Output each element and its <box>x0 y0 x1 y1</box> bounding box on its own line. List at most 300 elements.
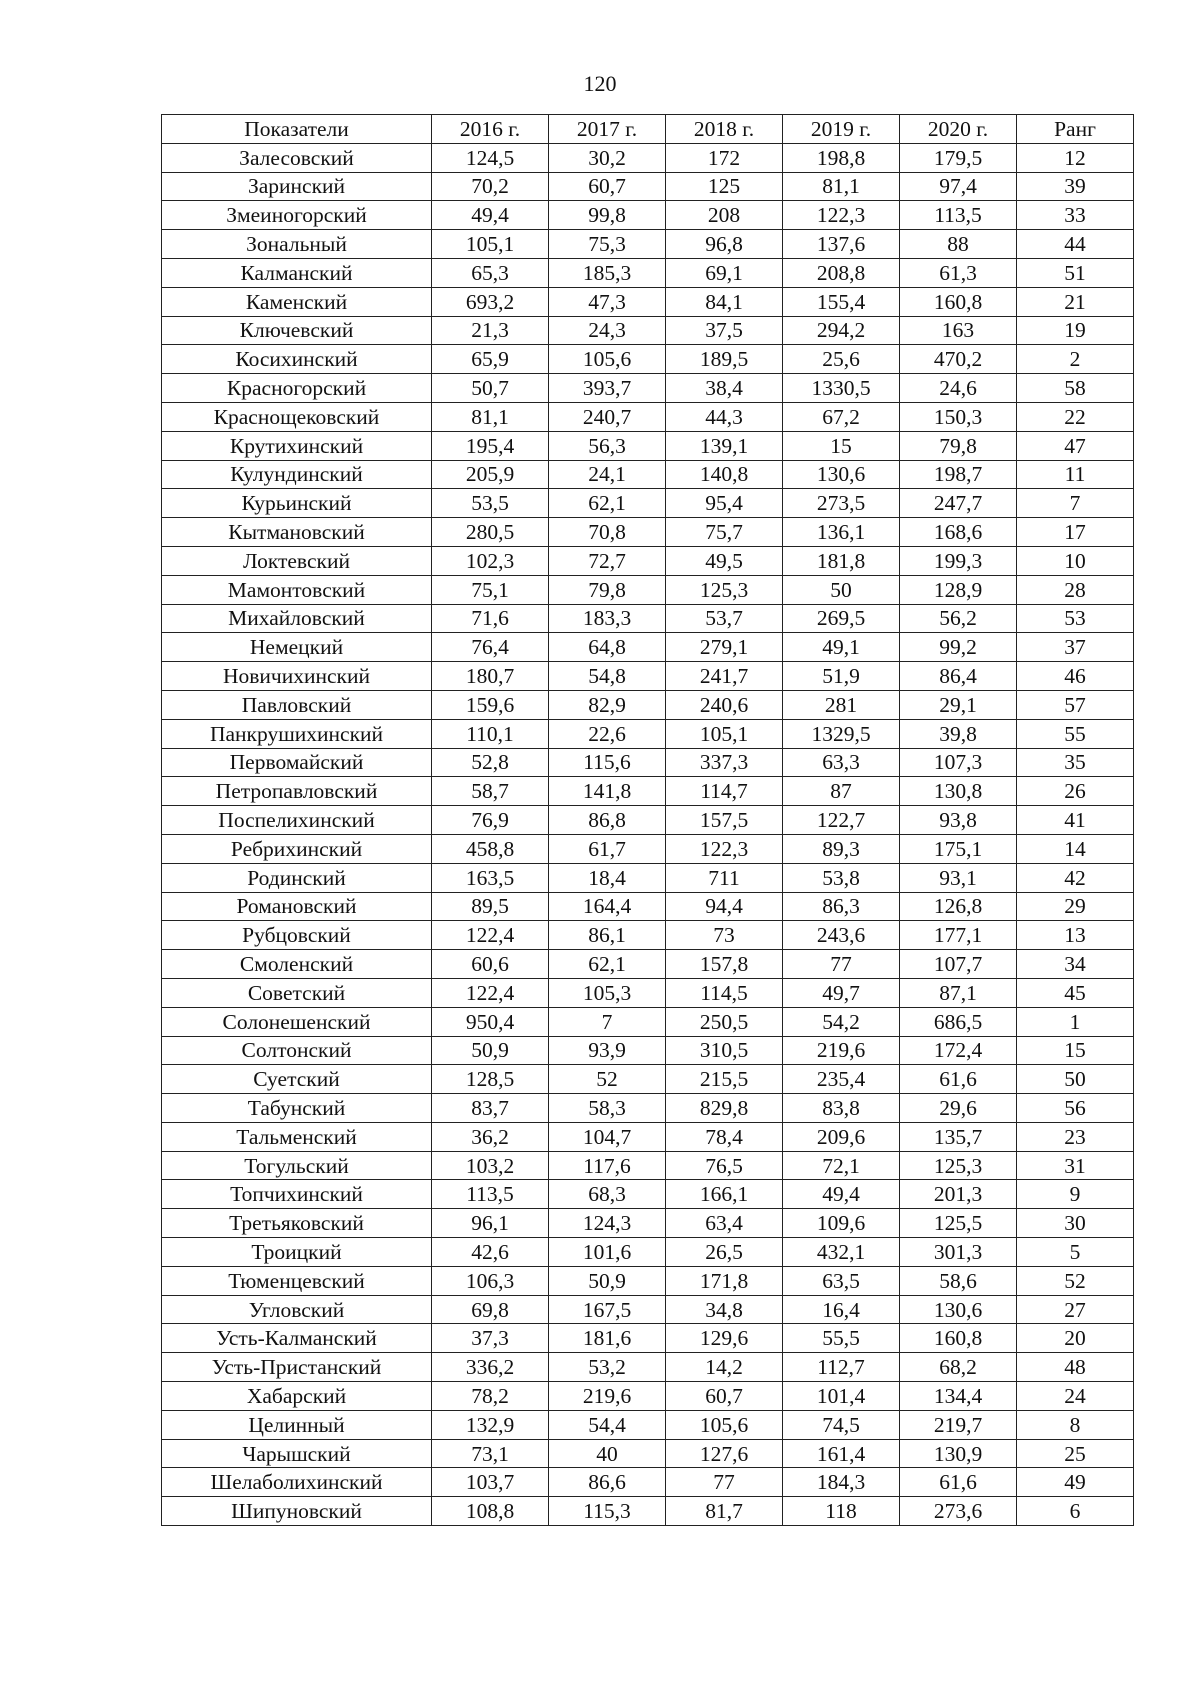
value-2020-cell: 160,8 <box>900 1324 1017 1353</box>
value-2016-cell: 50,9 <box>432 1036 549 1065</box>
table-row <box>162 143 1134 172</box>
value-2017-cell: 72,7 <box>549 546 666 575</box>
rank-cell: 14 <box>1017 834 1134 863</box>
value-2016-cell: 37,3 <box>432 1324 549 1353</box>
value-2017-cell: 101,6 <box>549 1238 666 1267</box>
header-2019: 2019 г. <box>783 115 900 144</box>
rank-cell: 28 <box>1017 575 1134 604</box>
table-row <box>162 748 1134 777</box>
table-row <box>162 1180 1134 1209</box>
value-2016-cell: 128,5 <box>432 1065 549 1094</box>
table-header <box>162 115 1134 144</box>
table-row <box>162 892 1134 921</box>
value-2020-cell: 150,3 <box>900 402 1017 431</box>
value-2017-cell: 86,1 <box>549 921 666 950</box>
rank-cell: 33 <box>1017 201 1134 230</box>
value-2017-cell: 22,6 <box>549 719 666 748</box>
rank-cell: 50 <box>1017 1065 1134 1094</box>
value-2017-cell: 181,6 <box>549 1324 666 1353</box>
value-2018-cell: 69,1 <box>666 258 783 287</box>
district-name-cell: Шелаболихинский <box>162 1468 432 1497</box>
rank-cell: 52 <box>1017 1266 1134 1295</box>
value-2017-cell: 185,3 <box>549 258 666 287</box>
district-name-cell: Кулундинский <box>162 460 432 489</box>
district-name-cell: Ребрихинский <box>162 834 432 863</box>
value-2016-cell: 159,6 <box>432 690 549 719</box>
value-2017-cell: 40 <box>549 1439 666 1468</box>
value-2020-cell: 86,4 <box>900 662 1017 691</box>
value-2017-cell: 47,3 <box>549 287 666 316</box>
district-name-cell: Советский <box>162 978 432 1007</box>
district-name-cell: Угловский <box>162 1295 432 1324</box>
value-2018-cell: 127,6 <box>666 1439 783 1468</box>
table-row <box>162 1266 1134 1295</box>
value-2017-cell: 115,6 <box>549 748 666 777</box>
rank-cell: 5 <box>1017 1238 1134 1267</box>
rank-cell: 42 <box>1017 863 1134 892</box>
rank-cell: 37 <box>1017 633 1134 662</box>
value-2019-cell: 269,5 <box>783 604 900 633</box>
value-2016-cell: 53,5 <box>432 489 549 518</box>
value-2017-cell: 56,3 <box>549 431 666 460</box>
value-2020-cell: 125,5 <box>900 1209 1017 1238</box>
value-2016-cell: 336,2 <box>432 1353 549 1382</box>
district-name-cell: Тюменцевский <box>162 1266 432 1295</box>
value-2016-cell: 65,3 <box>432 258 549 287</box>
district-name-cell: Третьяковский <box>162 1209 432 1238</box>
value-2020-cell: 219,7 <box>900 1410 1017 1439</box>
value-2017-cell: 86,8 <box>549 806 666 835</box>
district-name-cell: Суетский <box>162 1065 432 1094</box>
value-2017-cell: 99,8 <box>549 201 666 230</box>
district-name-cell: Солонешенский <box>162 1007 432 1036</box>
value-2019-cell: 67,2 <box>783 402 900 431</box>
rank-cell: 8 <box>1017 1410 1134 1439</box>
value-2018-cell: 279,1 <box>666 633 783 662</box>
rank-cell: 23 <box>1017 1122 1134 1151</box>
value-2019-cell: 281 <box>783 690 900 719</box>
rank-cell: 10 <box>1017 546 1134 575</box>
value-2019-cell: 74,5 <box>783 1410 900 1439</box>
value-2019-cell: 209,6 <box>783 1122 900 1151</box>
rank-cell: 55 <box>1017 719 1134 748</box>
value-2016-cell: 76,4 <box>432 633 549 662</box>
value-2019-cell: 16,4 <box>783 1295 900 1324</box>
value-2020-cell: 29,6 <box>900 1094 1017 1123</box>
district-name-cell: Хабарский <box>162 1382 432 1411</box>
value-2016-cell: 280,5 <box>432 518 549 547</box>
value-2019-cell: 49,7 <box>783 978 900 1007</box>
district-name-cell: Заринский <box>162 172 432 201</box>
district-name-cell: Ключевский <box>162 316 432 345</box>
value-2020-cell: 29,1 <box>900 690 1017 719</box>
value-2017-cell: 68,3 <box>549 1180 666 1209</box>
value-2016-cell: 75,1 <box>432 575 549 604</box>
value-2019-cell: 432,1 <box>783 1238 900 1267</box>
rank-cell: 35 <box>1017 748 1134 777</box>
value-2018-cell: 37,5 <box>666 316 783 345</box>
value-2018-cell: 140,8 <box>666 460 783 489</box>
value-2017-cell: 117,6 <box>549 1151 666 1180</box>
table-row <box>162 1382 1134 1411</box>
value-2018-cell: 125,3 <box>666 575 783 604</box>
value-2020-cell: 93,8 <box>900 806 1017 835</box>
table-row <box>162 575 1134 604</box>
value-2016-cell: 71,6 <box>432 604 549 633</box>
district-name-cell: Калманский <box>162 258 432 287</box>
table-row <box>162 172 1134 201</box>
value-2017-cell: 24,1 <box>549 460 666 489</box>
value-2019-cell: 15 <box>783 431 900 460</box>
rank-cell: 19 <box>1017 316 1134 345</box>
value-2016-cell: 52,8 <box>432 748 549 777</box>
header-row <box>162 115 1134 144</box>
district-name-cell: Косихинский <box>162 345 432 374</box>
value-2020-cell: 130,8 <box>900 777 1017 806</box>
value-2016-cell: 132,9 <box>432 1410 549 1439</box>
value-2020-cell: 175,1 <box>900 834 1017 863</box>
rank-cell: 22 <box>1017 402 1134 431</box>
district-name-cell: Рубцовский <box>162 921 432 950</box>
district-name-cell: Первомайский <box>162 748 432 777</box>
table-row <box>162 719 1134 748</box>
value-2019-cell: 208,8 <box>783 258 900 287</box>
table-row <box>162 806 1134 835</box>
value-2016-cell: 102,3 <box>432 546 549 575</box>
district-name-cell: Новичихинский <box>162 662 432 691</box>
value-2016-cell: 195,4 <box>432 431 549 460</box>
table-row <box>162 1497 1134 1526</box>
value-2017-cell: 18,4 <box>549 863 666 892</box>
value-2018-cell: 105,6 <box>666 1410 783 1439</box>
district-name-cell: Поспелихинский <box>162 806 432 835</box>
table-row <box>162 1122 1134 1151</box>
value-2018-cell: 94,4 <box>666 892 783 921</box>
table-row <box>162 402 1134 431</box>
value-2018-cell: 114,5 <box>666 978 783 1007</box>
value-2018-cell: 81,7 <box>666 1497 783 1526</box>
value-2018-cell: 171,8 <box>666 1266 783 1295</box>
value-2016-cell: 50,7 <box>432 374 549 403</box>
value-2016-cell: 49,4 <box>432 201 549 230</box>
value-2018-cell: 337,3 <box>666 748 783 777</box>
value-2017-cell: 60,7 <box>549 172 666 201</box>
value-2016-cell: 21,3 <box>432 316 549 345</box>
table-row <box>162 374 1134 403</box>
table-row <box>162 316 1134 345</box>
district-name-cell: Павловский <box>162 690 432 719</box>
value-2020-cell: 56,2 <box>900 604 1017 633</box>
value-2019-cell: 136,1 <box>783 518 900 547</box>
value-2020-cell: 61,6 <box>900 1468 1017 1497</box>
district-name-cell: Топчихинский <box>162 1180 432 1209</box>
value-2020-cell: 247,7 <box>900 489 1017 518</box>
table-row <box>162 978 1134 1007</box>
district-name-cell: Каменский <box>162 287 432 316</box>
value-2020-cell: 177,1 <box>900 921 1017 950</box>
value-2016-cell: 96,1 <box>432 1209 549 1238</box>
value-2019-cell: 130,6 <box>783 460 900 489</box>
value-2017-cell: 52 <box>549 1065 666 1094</box>
value-2017-cell: 75,3 <box>549 230 666 259</box>
value-2016-cell: 60,6 <box>432 950 549 979</box>
district-name-cell: Тальменский <box>162 1122 432 1151</box>
value-2017-cell: 105,3 <box>549 978 666 1007</box>
table-row <box>162 1065 1134 1094</box>
header-2018: 2018 г. <box>666 115 783 144</box>
rank-cell: 29 <box>1017 892 1134 921</box>
value-2019-cell: 86,3 <box>783 892 900 921</box>
value-2020-cell: 99,2 <box>900 633 1017 662</box>
table-row <box>162 230 1134 259</box>
value-2019-cell: 55,5 <box>783 1324 900 1353</box>
value-2016-cell: 103,2 <box>432 1151 549 1180</box>
header-2020: 2020 г. <box>900 115 1017 144</box>
value-2018-cell: 208 <box>666 201 783 230</box>
rank-cell: 49 <box>1017 1468 1134 1497</box>
value-2020-cell: 68,2 <box>900 1353 1017 1382</box>
rank-cell: 30 <box>1017 1209 1134 1238</box>
table-row <box>162 863 1134 892</box>
value-2018-cell: 139,1 <box>666 431 783 460</box>
district-name-cell: Табунский <box>162 1094 432 1123</box>
value-2020-cell: 128,9 <box>900 575 1017 604</box>
value-2018-cell: 96,8 <box>666 230 783 259</box>
value-2018-cell: 157,8 <box>666 950 783 979</box>
value-2020-cell: 107,7 <box>900 950 1017 979</box>
rank-cell: 48 <box>1017 1353 1134 1382</box>
value-2020-cell: 199,3 <box>900 546 1017 575</box>
table-row <box>162 1007 1134 1036</box>
value-2020-cell: 113,5 <box>900 201 1017 230</box>
value-2017-cell: 164,4 <box>549 892 666 921</box>
table-row <box>162 546 1134 575</box>
value-2016-cell: 122,4 <box>432 921 549 950</box>
district-name-cell: Красногорский <box>162 374 432 403</box>
rank-cell: 45 <box>1017 978 1134 1007</box>
value-2019-cell: 122,7 <box>783 806 900 835</box>
value-2019-cell: 294,2 <box>783 316 900 345</box>
value-2020-cell: 39,8 <box>900 719 1017 748</box>
value-2017-cell: 54,8 <box>549 662 666 691</box>
rank-cell: 7 <box>1017 489 1134 518</box>
data-table <box>161 114 1134 1526</box>
value-2020-cell: 130,6 <box>900 1295 1017 1324</box>
value-2017-cell: 124,3 <box>549 1209 666 1238</box>
value-2020-cell: 470,2 <box>900 345 1017 374</box>
rank-cell: 57 <box>1017 690 1134 719</box>
value-2019-cell: 137,6 <box>783 230 900 259</box>
value-2018-cell: 44,3 <box>666 402 783 431</box>
value-2016-cell: 122,4 <box>432 978 549 1007</box>
rank-cell: 9 <box>1017 1180 1134 1209</box>
value-2019-cell: 89,3 <box>783 834 900 863</box>
value-2018-cell: 240,6 <box>666 690 783 719</box>
table-row <box>162 777 1134 806</box>
district-name-cell: Михайловский <box>162 604 432 633</box>
value-2018-cell: 38,4 <box>666 374 783 403</box>
table-row <box>162 604 1134 633</box>
value-2020-cell: 24,6 <box>900 374 1017 403</box>
table-row <box>162 662 1134 691</box>
value-2019-cell: 181,8 <box>783 546 900 575</box>
value-2016-cell: 58,7 <box>432 777 549 806</box>
value-2017-cell: 86,6 <box>549 1468 666 1497</box>
value-2020-cell: 126,8 <box>900 892 1017 921</box>
table-row <box>162 1238 1134 1267</box>
value-2018-cell: 53,7 <box>666 604 783 633</box>
value-2017-cell: 61,7 <box>549 834 666 863</box>
rank-cell: 56 <box>1017 1094 1134 1123</box>
value-2018-cell: 114,7 <box>666 777 783 806</box>
header-2016: 2016 г. <box>432 115 549 144</box>
value-2016-cell: 205,9 <box>432 460 549 489</box>
value-2016-cell: 110,1 <box>432 719 549 748</box>
value-2018-cell: 95,4 <box>666 489 783 518</box>
district-name-cell: Змеиногорский <box>162 201 432 230</box>
value-2017-cell: 79,8 <box>549 575 666 604</box>
value-2018-cell: 241,7 <box>666 662 783 691</box>
value-2018-cell: 172 <box>666 143 783 172</box>
value-2018-cell: 166,1 <box>666 1180 783 1209</box>
rank-cell: 39 <box>1017 172 1134 201</box>
value-2020-cell: 97,4 <box>900 172 1017 201</box>
value-2018-cell: 63,4 <box>666 1209 783 1238</box>
value-2019-cell: 83,8 <box>783 1094 900 1123</box>
value-2019-cell: 112,7 <box>783 1353 900 1382</box>
value-2017-cell: 62,1 <box>549 950 666 979</box>
value-2020-cell: 61,3 <box>900 258 1017 287</box>
value-2017-cell: 105,6 <box>549 345 666 374</box>
table-body <box>162 143 1134 1525</box>
value-2019-cell: 49,1 <box>783 633 900 662</box>
rank-cell: 21 <box>1017 287 1134 316</box>
value-2018-cell: 84,1 <box>666 287 783 316</box>
district-name-cell: Усть-Калманский <box>162 1324 432 1353</box>
rank-cell: 20 <box>1017 1324 1134 1353</box>
value-2017-cell: 30,2 <box>549 143 666 172</box>
table-row <box>162 1439 1134 1468</box>
value-2018-cell: 122,3 <box>666 834 783 863</box>
value-2019-cell: 63,3 <box>783 748 900 777</box>
value-2020-cell: 107,3 <box>900 748 1017 777</box>
value-2017-cell: 141,8 <box>549 777 666 806</box>
value-2016-cell: 113,5 <box>432 1180 549 1209</box>
value-2016-cell: 65,9 <box>432 345 549 374</box>
value-2018-cell: 157,5 <box>666 806 783 835</box>
value-2016-cell: 180,7 <box>432 662 549 691</box>
district-name-cell: Залесовский <box>162 143 432 172</box>
value-2018-cell: 105,1 <box>666 719 783 748</box>
rank-cell: 27 <box>1017 1295 1134 1324</box>
value-2016-cell: 89,5 <box>432 892 549 921</box>
value-2018-cell: 49,5 <box>666 546 783 575</box>
header-2017: 2017 г. <box>549 115 666 144</box>
rank-cell: 51 <box>1017 258 1134 287</box>
value-2020-cell: 686,5 <box>900 1007 1017 1036</box>
value-2019-cell: 72,1 <box>783 1151 900 1180</box>
district-name-cell: Усть-Пристанский <box>162 1353 432 1382</box>
value-2018-cell: 75,7 <box>666 518 783 547</box>
rank-cell: 11 <box>1017 460 1134 489</box>
value-2020-cell: 163 <box>900 316 1017 345</box>
value-2016-cell: 83,7 <box>432 1094 549 1123</box>
value-2017-cell: 54,4 <box>549 1410 666 1439</box>
table-row <box>162 345 1134 374</box>
value-2020-cell: 93,1 <box>900 863 1017 892</box>
rank-cell: 25 <box>1017 1439 1134 1468</box>
value-2016-cell: 108,8 <box>432 1497 549 1526</box>
value-2020-cell: 198,7 <box>900 460 1017 489</box>
value-2019-cell: 219,6 <box>783 1036 900 1065</box>
value-2018-cell: 34,8 <box>666 1295 783 1324</box>
value-2020-cell: 88 <box>900 230 1017 259</box>
value-2018-cell: 14,2 <box>666 1353 783 1382</box>
value-2017-cell: 82,9 <box>549 690 666 719</box>
value-2020-cell: 58,6 <box>900 1266 1017 1295</box>
value-2020-cell: 134,4 <box>900 1382 1017 1411</box>
table-row <box>162 633 1134 662</box>
value-2019-cell: 1330,5 <box>783 374 900 403</box>
value-2018-cell: 77 <box>666 1468 783 1497</box>
header-indicators: Показатели <box>162 115 432 144</box>
value-2019-cell: 81,1 <box>783 172 900 201</box>
rank-cell: 41 <box>1017 806 1134 835</box>
value-2018-cell: 189,5 <box>666 345 783 374</box>
value-2016-cell: 106,3 <box>432 1266 549 1295</box>
value-2018-cell: 250,5 <box>666 1007 783 1036</box>
value-2016-cell: 693,2 <box>432 287 549 316</box>
value-2020-cell: 125,3 <box>900 1151 1017 1180</box>
value-2016-cell: 70,2 <box>432 172 549 201</box>
value-2019-cell: 50 <box>783 575 900 604</box>
value-2019-cell: 49,4 <box>783 1180 900 1209</box>
table-row <box>162 518 1134 547</box>
value-2019-cell: 118 <box>783 1497 900 1526</box>
district-name-cell: Романовский <box>162 892 432 921</box>
district-name-cell: Солтонский <box>162 1036 432 1065</box>
rank-cell: 46 <box>1017 662 1134 691</box>
value-2019-cell: 161,4 <box>783 1439 900 1468</box>
district-name-cell: Кытмановский <box>162 518 432 547</box>
rank-cell: 17 <box>1017 518 1134 547</box>
value-2020-cell: 179,5 <box>900 143 1017 172</box>
page-number: 120 <box>583 71 617 96</box>
value-2018-cell: 73 <box>666 921 783 950</box>
value-2020-cell: 135,7 <box>900 1122 1017 1151</box>
rank-cell: 34 <box>1017 950 1134 979</box>
rank-cell: 13 <box>1017 921 1134 950</box>
value-2019-cell: 122,3 <box>783 201 900 230</box>
value-2017-cell: 62,1 <box>549 489 666 518</box>
rank-cell: 15 <box>1017 1036 1134 1065</box>
value-2020-cell: 201,3 <box>900 1180 1017 1209</box>
district-name-cell: Локтевский <box>162 546 432 575</box>
rank-cell: 44 <box>1017 230 1134 259</box>
value-2019-cell: 198,8 <box>783 143 900 172</box>
table-row <box>162 1353 1134 1382</box>
district-name-cell: Родинский <box>162 863 432 892</box>
value-2016-cell: 103,7 <box>432 1468 549 1497</box>
value-2018-cell: 76,5 <box>666 1151 783 1180</box>
value-2018-cell: 26,5 <box>666 1238 783 1267</box>
value-2020-cell: 273,6 <box>900 1497 1017 1526</box>
value-2020-cell: 301,3 <box>900 1238 1017 1267</box>
table-row <box>162 201 1134 230</box>
value-2016-cell: 163,5 <box>432 863 549 892</box>
table-row <box>162 1468 1134 1497</box>
value-2020-cell: 79,8 <box>900 431 1017 460</box>
